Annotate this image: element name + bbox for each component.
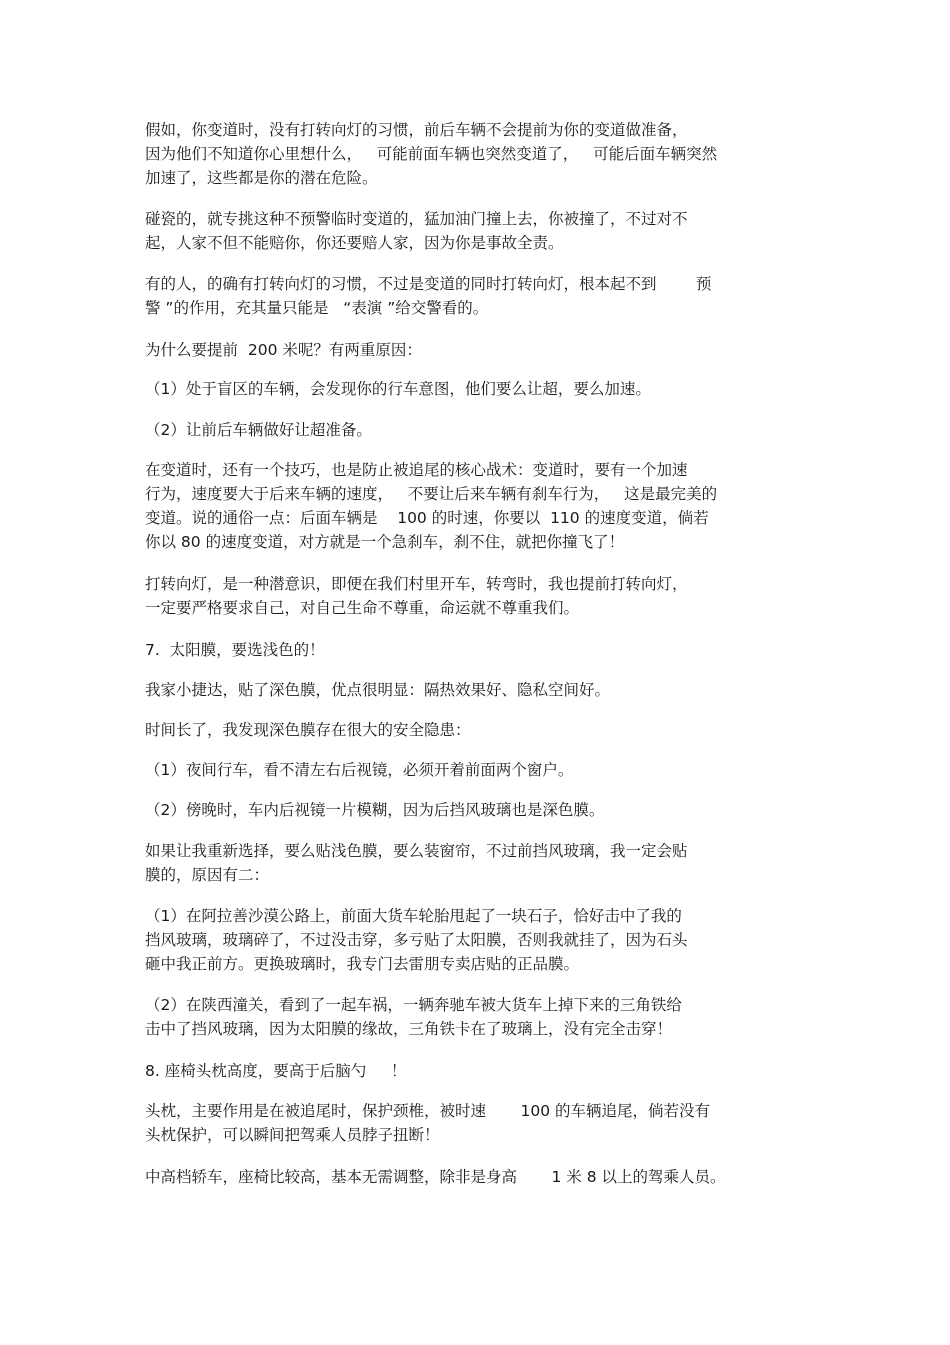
text-line: 头枕保护，可以瞬间把驾乘人员脖子扭断！ [145, 1126, 440, 1144]
paragraph-choice [145, 839, 810, 887]
paragraph-reason-2 [145, 418, 810, 442]
paragraph-hazard-1 [145, 758, 810, 782]
text-line: （2）傍晚时，车内后视镜一片模糊，因为后挡风玻璃也是深色膜。 [145, 801, 605, 819]
text-line: 我家小捷达，贴了深色膜，优点很明显：隔热效果好、隐私空间好。 [145, 681, 611, 699]
heading-headrest [145, 1059, 810, 1083]
text-line: 警 ”的作用，充其量只能是 “表演 ”给交警看的。 [145, 299, 489, 317]
paragraph-hazard-intro [145, 718, 810, 742]
paragraph-why-200m [145, 338, 810, 362]
paragraph-hazard-2 [145, 798, 810, 822]
text-line: 你以 80 的速度变道，对方就是一个急刹车，刹不住，就把你撞飞了！ [145, 533, 625, 551]
text-line: 如果让我重新选择，要么贴浅色膜，要么装窗帘，不过前挡风玻璃，我一定会贴 [145, 842, 688, 860]
text-line: 击中了挡风玻璃，因为太阳膜的缘故，三角铁卡在了玻璃上，没有完全击穿！ [145, 1020, 673, 1038]
text-line: 在变道时，还有一个技巧，也是防止被追尾的核心战术：变道时，要有一个加速 [145, 461, 688, 479]
text-line: 假如，你变道时，没有打转向灯的习惯，前后车辆不会提前为你的变道做准备， [145, 121, 688, 139]
text-line: 打转向灯，是一种潜意识，即便在我们村里开车，转弯时，我也提前打转向灯， [145, 575, 688, 593]
text-line: 变道。说的通俗一点：后面车辆是 100 的时速，你要以 110 的速度变道，倘若 [145, 509, 709, 527]
text-line: 一定要严格要求自己，对自己生命不尊重，命运就不尊重我们。 [145, 599, 580, 617]
paragraph-headrest-height [145, 1165, 810, 1189]
text-line: 8. 座椅头枕高度，要高于后脑勺 ！ [145, 1062, 407, 1080]
text-line: （1）处于盲区的车辆，会发现你的行车意图，他们要么让超，要么加速。 [145, 380, 651, 398]
text-line: （2）让前后车辆做好让超准备。 [145, 421, 372, 439]
heading-sun-film [145, 638, 810, 662]
text-line: 为什么要提前 200 米呢？有两重原因： [145, 341, 422, 359]
paragraph-habit [145, 572, 810, 620]
text-line: 头枕，主要作用是在被追尾时，保护颈椎，被时速 100 的车辆追尾，倘若没有 [145, 1102, 711, 1120]
text-line: 行为，速度要大于后来车辆的速度， 不要让后来车辆有刹车行为， 这是最完美的 [145, 485, 718, 503]
paragraph-reason-1 [145, 377, 810, 401]
text-line: 碰瓷的，就专挑这种不预警临时变道的，猛加油门撞上去，你被撞了，不过对不 [145, 210, 688, 228]
paragraph-film-reason-2 [145, 993, 810, 1041]
text-line: 中高档轿车，座椅比较高，基本无需调整，除非是身高 1 米 8 以上的驾乘人员。 [145, 1168, 726, 1186]
text-line: （2）在陕西潼关，看到了一起车祸，一辆奔驰车被大货车上掉下来的三角铁给 [145, 996, 682, 1014]
paragraph-dark-film [145, 678, 810, 702]
text-line: （1）在阿拉善沙漠公路上，前面大货车轮胎甩起了一块石子，恰好击中了我的 [145, 907, 682, 925]
text-line: 挡风玻璃，玻璃碎了，不过没击穿，多亏贴了太阳膜，否则我就挂了，因为石头 [145, 931, 688, 949]
text-line: 膜的，原因有二： [145, 866, 270, 884]
paragraph-insurance-fraud [145, 207, 810, 255]
text-line: 因为他们不知道你心里想什么， 可能前面车辆也突然变道了， 可能后面车辆突然 [145, 145, 718, 163]
paragraph-film-reason-1 [145, 904, 810, 976]
text-line: 起，人家不但不能赔你，你还要赔人家，因为你是事故全责。 [145, 234, 564, 252]
paragraph-signal-timing [145, 272, 810, 320]
text-line: （1）夜间行车，看不清左右后视镜，必须开着前面两个窗户。 [145, 761, 574, 779]
text-line: 加速了，这些都是你的潜在危险。 [145, 169, 378, 187]
paragraph-lane-change-risk [145, 118, 810, 190]
text-line: 砸中我正前方。更换玻璃时，我专门去雷朋专卖店贴的正品膜。 [145, 955, 580, 973]
text-line: 有的人，的确有打转向灯的习惯，不过是变道的同时打转向灯，根本起不到 预 [145, 275, 712, 293]
paragraph-headrest-purpose [145, 1099, 810, 1147]
paragraph-accelerate-tip [145, 458, 810, 554]
text-line: 7. 太阳膜，要选浅色的！ [145, 641, 325, 659]
text-line: 时间长了，我发现深色膜存在很大的安全隐患： [145, 721, 471, 739]
